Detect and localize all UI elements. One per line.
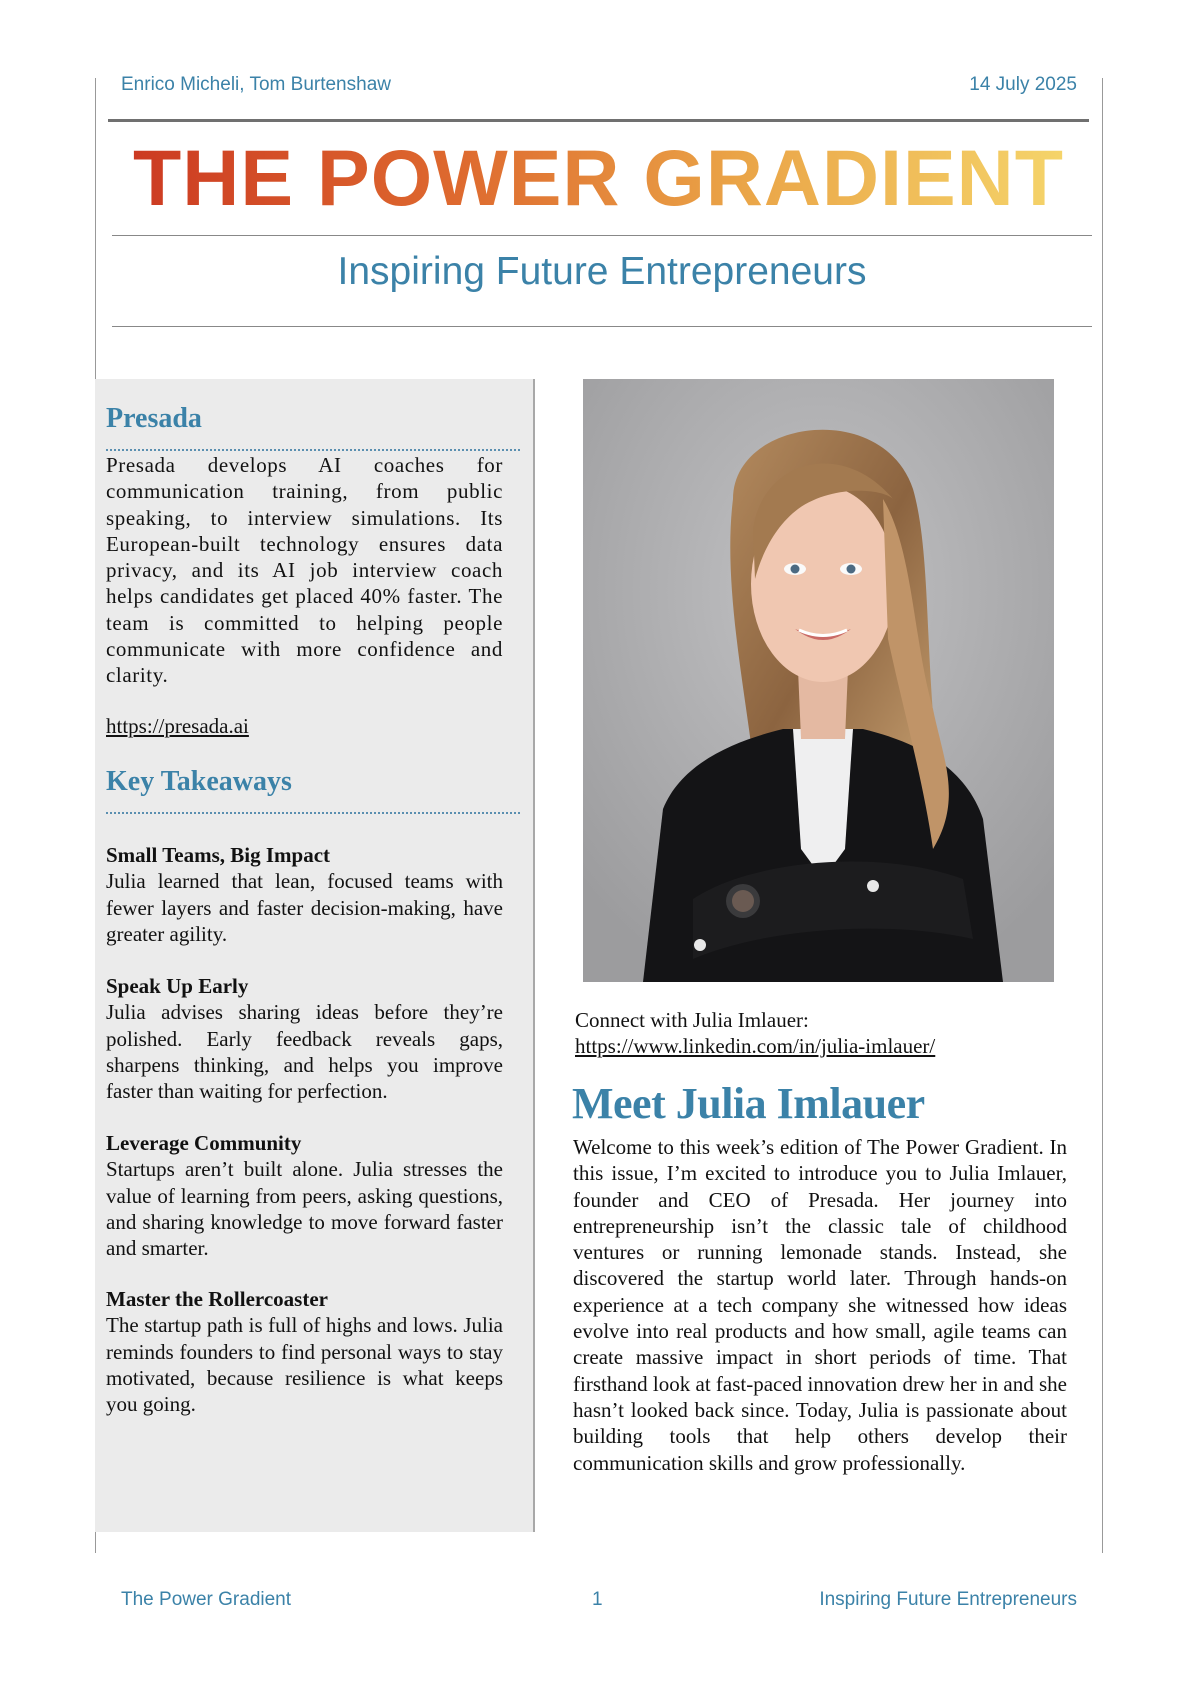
article-heading: Meet Julia Imlauer xyxy=(572,1079,925,1128)
company-heading-divider xyxy=(106,449,520,451)
takeaway-item xyxy=(106,973,503,1104)
issue-date: 14 July 2025 xyxy=(969,74,1077,95)
connect-label: Connect with Julia Imlauer: xyxy=(575,1008,809,1032)
masthead-top-bar xyxy=(108,119,1089,122)
portrait-illustration xyxy=(583,379,1054,982)
takeaway-text: Julia advises sharing ideas before they’re polished. Early feedback reveals gaps, sharpens thinking, and helps you improve faster than waiting for perfection. xyxy=(106,1000,503,1104)
takeaway-title: Master the Rollercoaster xyxy=(106,1287,328,1311)
masthead-divider-bottom xyxy=(112,326,1092,327)
takeaway-title: Speak Up Early xyxy=(106,974,249,998)
takeaway-title: Leverage Community xyxy=(106,1131,302,1155)
article-intro: Welcome to this week’s edition of The Power Gradient. In this issue, I’m excited to introduce you to Julia Imlauer, founder and CEO of Presada. Her journey into entrepreneurship isn’t the classic tale of childhood ventures or running lemonade stands. Instead, she discovered the startup world later. Through hands-on experience at a tech company she witnessed how ideas evolve into real products and how small, agile teams can create massive impact in short periods of time. That firsthand look at fast-paced innovation drew her in and she hasn’t looked back since. Today, Julia is passionate about building tools that help others develop their communication skills and grow professionally. xyxy=(573,1135,1067,1475)
connect-block xyxy=(575,1007,1055,1059)
takeaways-heading-divider xyxy=(106,812,520,814)
masthead-divider-top xyxy=(112,235,1092,236)
right-margin-rule xyxy=(1102,78,1103,1553)
footer-right: Inspiring Future Entrepreneurs xyxy=(819,1589,1077,1610)
page-number: 1 xyxy=(592,1589,603,1610)
company-description: Presada develops AI coaches for communication training, from public speaking, to interview simulations. Its European-built technology ensures data privacy, and its AI job interview coach helps candidates get placed 40% faster. The team is committed to helping people communicate with more confidence and clarity. xyxy=(106,453,503,688)
takeaway-item xyxy=(106,842,503,947)
authors: Enrico Micheli, Tom Burtenshaw xyxy=(121,74,391,95)
newsletter-title xyxy=(108,128,1089,228)
portrait-photo xyxy=(583,379,1054,982)
takeaway-text: The startup path is full of highs and lows. Julia reminds founders to find personal ways to stay motivated, because resilience is what keeps you going. xyxy=(106,1313,503,1417)
takeaway-item xyxy=(106,1130,503,1261)
takeaway-text: Startups aren’t built alone. Julia stresses the value of learning from peers, asking questions, and sharing knowledge to move forward faster and smarter. xyxy=(106,1157,503,1261)
newsletter-title-text: THE POWER GRADIENT xyxy=(133,133,1064,222)
newsletter-subtitle: Inspiring Future Entrepreneurs xyxy=(337,250,867,293)
takeaways-heading: Key Takeaways xyxy=(106,766,292,797)
company-link[interactable]: https://presada.ai xyxy=(106,714,249,738)
footer-left: The Power Gradient xyxy=(121,1589,292,1610)
takeaway-item xyxy=(106,1286,503,1417)
linkedin-link[interactable]: https://www.linkedin.com/in/julia-imlauer/ xyxy=(575,1034,936,1058)
takeaway-title: Small Teams, Big Impact xyxy=(106,843,331,867)
company-heading: Presada xyxy=(106,403,202,434)
takeaway-text: Julia learned that lean, focused teams with fewer layers and faster decision-making, have greater agility. xyxy=(106,869,503,946)
